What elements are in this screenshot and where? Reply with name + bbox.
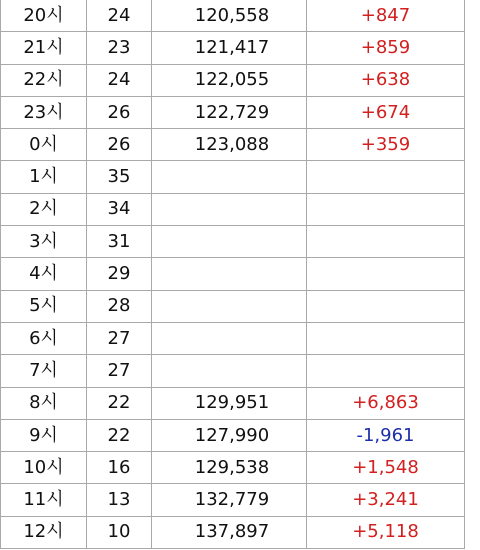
hour-cell: 0시: [1, 129, 87, 161]
temp-cell: 10: [87, 516, 152, 548]
temp-cell: 31: [87, 226, 152, 258]
change-cell: [307, 193, 465, 225]
table-row: [1, 419, 465, 451]
hour-cell: 1시: [1, 161, 87, 193]
temp-cell: 24: [87, 64, 152, 96]
change-cell: [307, 161, 465, 193]
hour-cell: 11시: [1, 484, 87, 516]
count-cell: 121,417: [152, 32, 307, 64]
hour-cell: 5시: [1, 290, 87, 322]
count-cell: [152, 290, 307, 322]
table-row: [1, 258, 465, 290]
hour-cell: 23시: [1, 96, 87, 128]
table-row: [1, 290, 465, 322]
change-cell: [307, 258, 465, 290]
count-cell: [152, 193, 307, 225]
hour-cell: 2시: [1, 193, 87, 225]
hour-cell: 12시: [1, 516, 87, 548]
temp-cell: 29: [87, 258, 152, 290]
change-cell: +674: [307, 96, 465, 128]
table-body: [1, 0, 465, 549]
table-row: [1, 32, 465, 64]
change-cell: +6,863: [307, 387, 465, 419]
change-cell: [307, 355, 465, 387]
hour-cell: 10시: [1, 452, 87, 484]
hour-cell: 4시: [1, 258, 87, 290]
change-cell: +1,548: [307, 452, 465, 484]
count-cell: 137,897: [152, 516, 307, 548]
count-cell: [152, 322, 307, 354]
temp-cell: 34: [87, 193, 152, 225]
change-cell: [307, 226, 465, 258]
count-cell: 120,558: [152, 0, 307, 32]
change-cell: +359: [307, 129, 465, 161]
count-cell: [152, 226, 307, 258]
temp-cell: 22: [87, 419, 152, 451]
table-row: [1, 387, 465, 419]
count-cell: 129,951: [152, 387, 307, 419]
temp-cell: 13: [87, 484, 152, 516]
temp-cell: 16: [87, 452, 152, 484]
table-row: [1, 355, 465, 387]
temp-cell: 27: [87, 322, 152, 354]
change-cell: +5,118: [307, 516, 465, 548]
temp-cell: 35: [87, 161, 152, 193]
count-cell: [152, 355, 307, 387]
count-cell: 122,729: [152, 96, 307, 128]
hour-cell: 20시: [1, 0, 87, 32]
count-cell: [152, 161, 307, 193]
hour-cell: 9시: [1, 419, 87, 451]
count-cell: 122,055: [152, 64, 307, 96]
temp-cell: 27: [87, 355, 152, 387]
table-row: [1, 226, 465, 258]
change-cell: +847: [307, 0, 465, 32]
table-row: [1, 0, 465, 32]
change-cell: +859: [307, 32, 465, 64]
table-row: [1, 64, 465, 96]
count-cell: 127,990: [152, 419, 307, 451]
temp-cell: 28: [87, 290, 152, 322]
hour-cell: 22시: [1, 64, 87, 96]
temp-cell: 23: [87, 32, 152, 64]
temp-cell: 26: [87, 96, 152, 128]
change-cell: -1,961: [307, 419, 465, 451]
temp-cell: 24: [87, 0, 152, 32]
change-cell: +3,241: [307, 484, 465, 516]
table-row: [1, 193, 465, 225]
table-row: [1, 129, 465, 161]
count-cell: 129,538: [152, 452, 307, 484]
table-row: [1, 452, 465, 484]
temp-cell: 26: [87, 129, 152, 161]
count-cell: 123,088: [152, 129, 307, 161]
table-row: [1, 161, 465, 193]
change-cell: [307, 290, 465, 322]
hour-cell: 3시: [1, 226, 87, 258]
temp-cell: 22: [87, 387, 152, 419]
change-cell: [307, 322, 465, 354]
hour-cell: 6시: [1, 322, 87, 354]
change-cell: +638: [307, 64, 465, 96]
count-cell: [152, 258, 307, 290]
table-row: [1, 484, 465, 516]
hour-cell: 7시: [1, 355, 87, 387]
hour-cell: 8시: [1, 387, 87, 419]
table-row: [1, 96, 465, 128]
hour-cell: 21시: [1, 32, 87, 64]
table-row: [1, 322, 465, 354]
count-cell: 132,779: [152, 484, 307, 516]
table-row: [1, 516, 465, 548]
